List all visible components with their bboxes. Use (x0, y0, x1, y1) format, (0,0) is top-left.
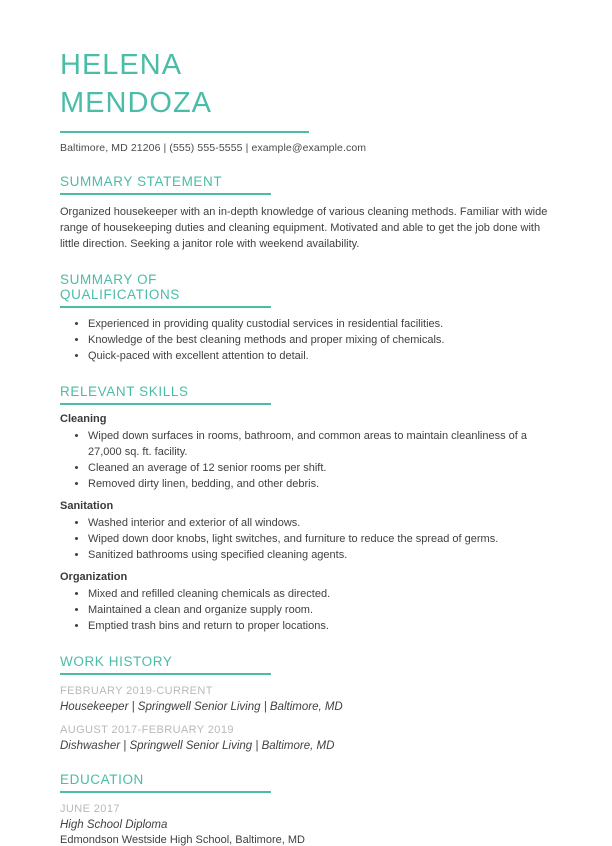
job-dates: FEBRUARY 2019-CURRENT (60, 685, 213, 697)
list-item: • Wiped down door knobs, light switches, and furniture to reduce the spread of germs. (88, 531, 550, 547)
skill-group-title: Sanitation (60, 500, 114, 512)
list-item: • Removed dirty linen, bedding, and other debris. (88, 476, 550, 492)
education-school: Edmondson Westside High School, Baltimore, MD (60, 834, 305, 846)
candidate-first-name: HELENA (60, 49, 183, 81)
section-education (60, 772, 550, 846)
skill-group-sanitation (60, 500, 550, 563)
list-item: • Emptied trash bins and return to proper locations. (88, 618, 550, 634)
skill-group-list (60, 586, 550, 634)
skill-group-cleaning (60, 413, 550, 492)
summary-statement-text: Organized housekeeper with an in-depth knowledge of various cleaning methods. Familiar with wide range of housekeeping duties and cleaning equipment. Motivated and able to get the job done with little direction. Seeking a janitor role with weekend availability. (60, 206, 548, 250)
list-item: • Maintained a clean and organize supply room. (88, 602, 550, 618)
section-work-history (60, 654, 550, 752)
name-underline-rule (60, 131, 309, 133)
section-relevant-skills (60, 384, 550, 634)
list-item: • Experienced in providing quality custodial services in residential facilities. (88, 316, 550, 332)
skill-group-list (60, 428, 550, 492)
list-item: • Washed interior and exterior of all windows. (88, 515, 550, 531)
skill-group-title: Organization (60, 571, 128, 583)
candidate-last-name: MENDOZA (60, 87, 212, 119)
job-title: Dishwasher | Springwell Senior Living | Baltimore, MD (60, 740, 335, 752)
job-dates: AUGUST 2017-FEBRUARY 2019 (60, 724, 234, 736)
education-date: JUNE 2017 (60, 803, 120, 815)
list-item: • Knowledge of the best cleaning methods and proper mixing of chemicals. (88, 332, 550, 348)
list-item: • Sanitized bathrooms using specified cleaning agents. (88, 547, 550, 563)
list-item: • Wiped down surfaces in rooms, bathroom, and common areas to maintain cleanliness of a 27,000 sq. ft. facility. (88, 428, 550, 460)
education-heading: EDUCATION (60, 772, 271, 793)
list-item: • Quick-paced with excellent attention to detail. (88, 348, 550, 364)
contact-info: Baltimore, MD 21206 | (555) 555-5555 | example@example.com (60, 142, 367, 154)
job-title: Housekeeper | Springwell Senior Living | Baltimore, MD (60, 701, 343, 713)
section-summary-statement (60, 174, 550, 252)
resume-header (60, 46, 550, 154)
candidate-name (60, 46, 550, 122)
education-degree: High School Diploma (60, 819, 168, 831)
skill-group-list (60, 515, 550, 563)
job-entry (60, 724, 550, 752)
qualifications-heading: SUMMARY OF QUALIFICATIONS (60, 272, 271, 308)
work-history-heading: WORK HISTORY (60, 654, 271, 675)
relevant-skills-heading: RELEVANT SKILLS (60, 384, 271, 405)
qualifications-list (60, 316, 550, 364)
skill-group-organization (60, 571, 550, 634)
summary-statement-heading: SUMMARY STATEMENT (60, 174, 271, 195)
job-entry (60, 685, 550, 713)
skill-group-title: Cleaning (60, 413, 107, 425)
list-item: • Cleaned an average of 12 senior rooms per shift. (88, 460, 550, 476)
list-item: • Mixed and refilled cleaning chemicals as directed. (88, 586, 550, 602)
section-qualifications (60, 272, 550, 364)
